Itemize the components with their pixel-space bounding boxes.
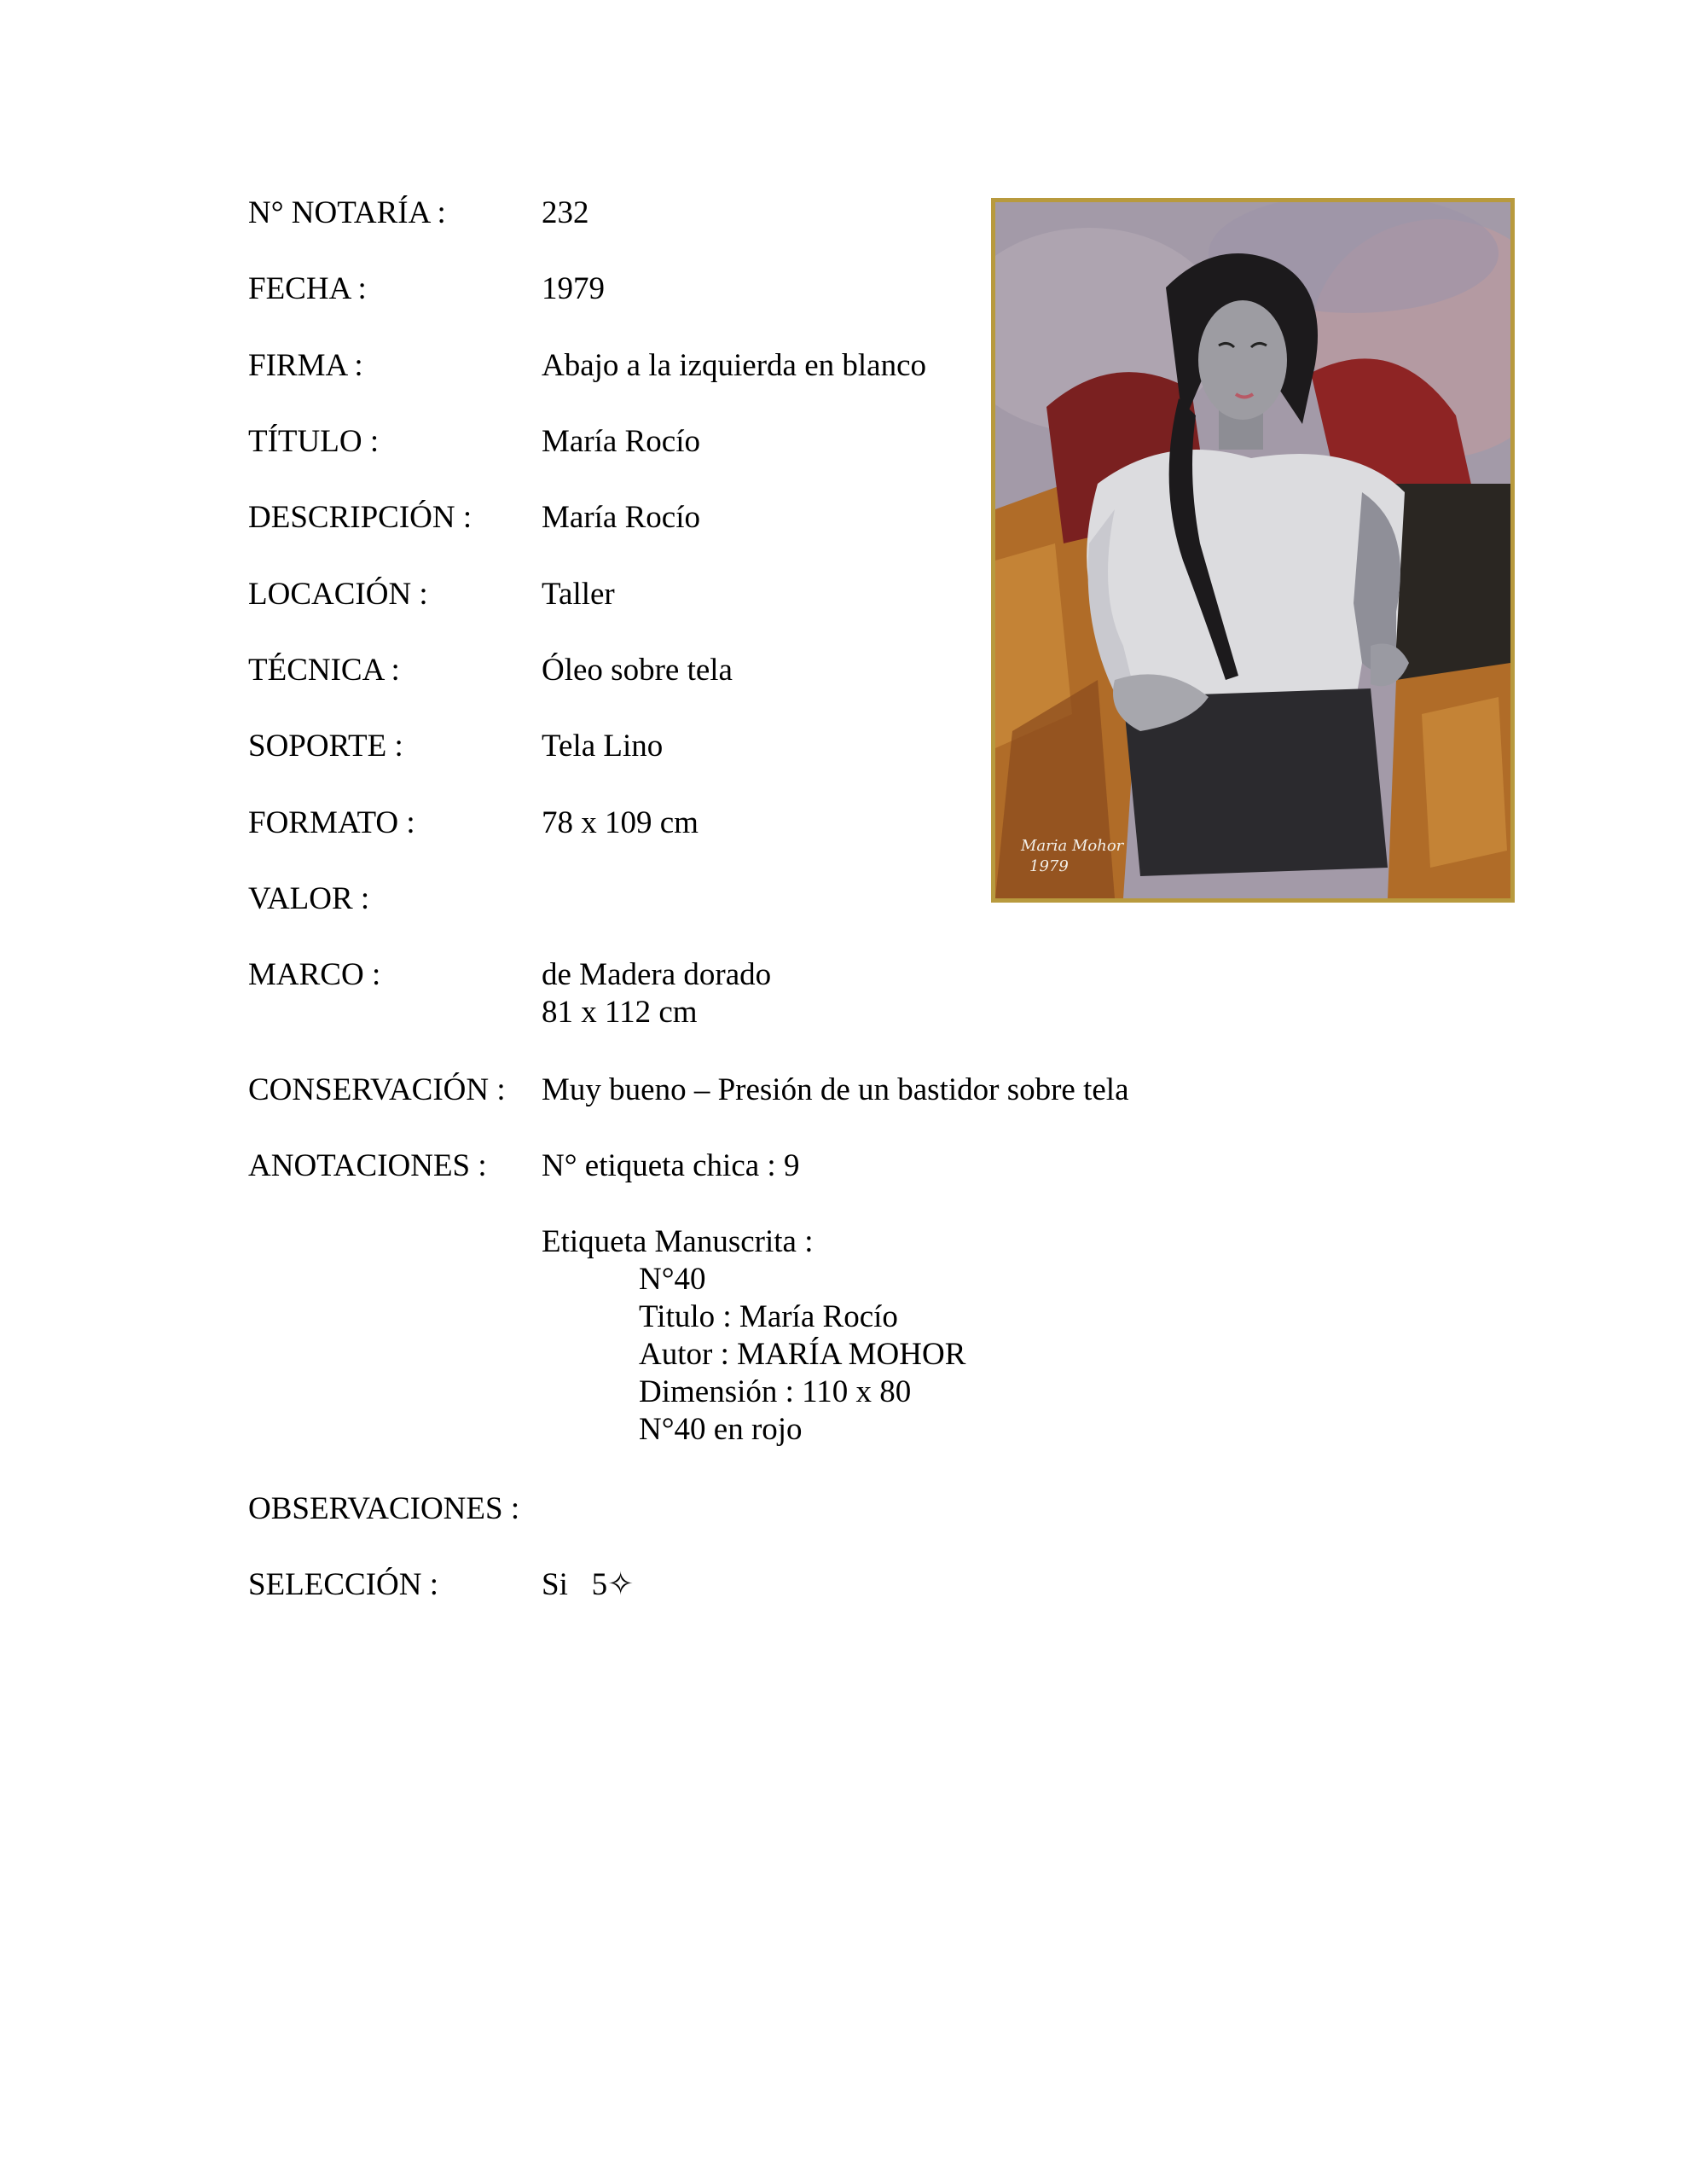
portrait-illustration bbox=[995, 202, 1510, 898]
field-value: Tela Lino bbox=[542, 729, 664, 764]
field-label: CONSERVACIÓN : bbox=[248, 1072, 506, 1107]
field-label: N° NOTARÍA : bbox=[248, 195, 446, 230]
field-value: 1979 bbox=[542, 271, 605, 306]
field-label: FECHA : bbox=[248, 271, 367, 306]
field-label: SELECCIÓN : bbox=[248, 1567, 439, 1602]
field-label: LOCACIÓN : bbox=[248, 577, 428, 612]
field-label: TÍTULO : bbox=[248, 424, 380, 459]
field-value: Óleo sobre tela bbox=[542, 653, 733, 688]
field-value: Muy bueno – Presión de un bastidor sobre tela bbox=[542, 1072, 1129, 1107]
anotacion-line: N° etiqueta chica : 9 bbox=[542, 1148, 800, 1183]
field-value: Abajo a la izquierda en blanco bbox=[542, 348, 926, 383]
field-value: 232 bbox=[542, 195, 589, 230]
field-value: Si 5✧ bbox=[542, 1567, 635, 1602]
field-label: OBSERVACIONES : bbox=[248, 1491, 520, 1526]
field-value: Taller bbox=[542, 577, 615, 612]
etiqueta-heading: Etiqueta Manuscrita : bbox=[542, 1224, 814, 1259]
field-label: FIRMA : bbox=[248, 348, 363, 383]
etiqueta-block bbox=[542, 1223, 965, 1449]
marco-line: 81 x 112 cm bbox=[542, 995, 698, 1030]
field-label: MARCO : bbox=[248, 957, 381, 992]
etiqueta-line: N°40 bbox=[639, 1262, 706, 1297]
field-label: DESCRIPCIÓN : bbox=[248, 500, 472, 535]
etiqueta-line: Autor : MARÍA MOHOR bbox=[639, 1337, 966, 1372]
field-label: FORMATO : bbox=[248, 805, 415, 840]
field-label: SOPORTE : bbox=[248, 729, 403, 764]
painting-signature-year: 1979 bbox=[1029, 857, 1069, 875]
marco-line: de Madera dorado bbox=[542, 957, 772, 992]
field-value bbox=[542, 1147, 799, 1185]
field-value bbox=[542, 956, 771, 1031]
painting-signature: Maria Mohor bbox=[1021, 837, 1124, 855]
field-value: 78 x 109 cm bbox=[542, 805, 699, 840]
field-value: María Rocío bbox=[542, 424, 700, 459]
etiqueta-line: Titulo : María Rocío bbox=[639, 1299, 898, 1334]
etiqueta-line: Dimensión : 110 x 80 bbox=[639, 1374, 912, 1409]
field-value: María Rocío bbox=[542, 500, 700, 535]
field-label: ANOTACIONES : bbox=[248, 1148, 487, 1183]
painting-image bbox=[991, 198, 1515, 903]
etiqueta-line: N°40 en rojo bbox=[639, 1412, 803, 1447]
field-label: TÉCNICA : bbox=[248, 653, 400, 688]
field-label: VALOR : bbox=[248, 881, 370, 916]
